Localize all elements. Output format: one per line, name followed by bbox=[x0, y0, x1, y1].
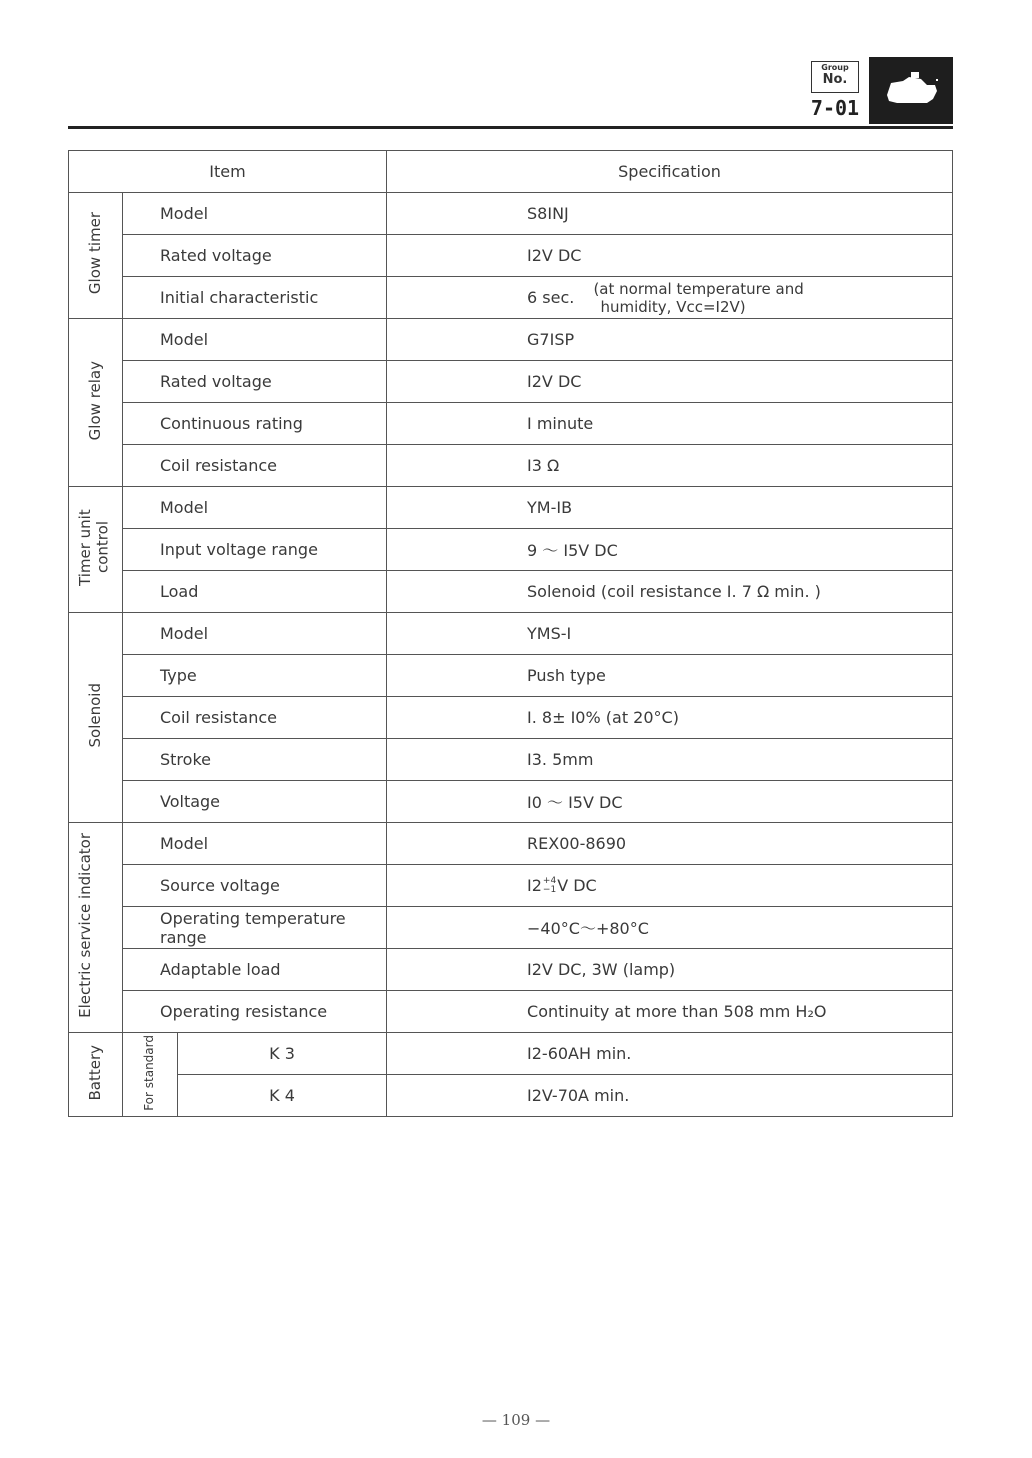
spec-cell: Push type bbox=[387, 655, 953, 697]
item-cell: Load bbox=[123, 571, 387, 613]
spec-cell: I2-60AH min. bbox=[387, 1033, 953, 1075]
group-label: Glow timer bbox=[85, 212, 104, 295]
spec-note-line2: humidity, Vcc=I2V) bbox=[600, 297, 746, 316]
item-cell: K 4 bbox=[178, 1075, 387, 1117]
spec-cell: I0 ～ I5V DC bbox=[387, 781, 953, 823]
group-glow-relay bbox=[69, 319, 123, 487]
group-code: 7-01 bbox=[810, 96, 860, 120]
table-row bbox=[69, 403, 953, 445]
spec-cell: I3 Ω bbox=[387, 445, 953, 487]
header-rule bbox=[68, 126, 953, 129]
item-cell: Voltage bbox=[123, 781, 387, 823]
spec-cell: I2V-70A min. bbox=[387, 1075, 953, 1117]
item-cell: Operating temperature range bbox=[123, 907, 387, 949]
item-cell: Rated voltage bbox=[123, 361, 387, 403]
group-timer-unit-control bbox=[69, 487, 123, 613]
spec-note bbox=[593, 280, 803, 316]
table-row bbox=[69, 949, 953, 991]
spec-cell: I3. 5mm bbox=[387, 739, 953, 781]
group-label: Group bbox=[821, 63, 849, 72]
group-battery bbox=[69, 1033, 123, 1117]
page-header bbox=[0, 0, 1032, 140]
table-row bbox=[69, 1075, 953, 1117]
spec-cell: 9 ～ I5V DC bbox=[387, 529, 953, 571]
item-cell: Type bbox=[123, 655, 387, 697]
item-cell: Operating resistance bbox=[123, 991, 387, 1033]
item-cell: Model bbox=[123, 613, 387, 655]
table-row bbox=[69, 739, 953, 781]
table-row bbox=[69, 571, 953, 613]
item-cell: Model bbox=[123, 823, 387, 865]
item-cell: Adaptable load bbox=[123, 949, 387, 991]
table-row bbox=[69, 319, 953, 361]
group-label: Solenoid bbox=[85, 683, 104, 748]
spec-cell: I2V DC bbox=[387, 361, 953, 403]
item-cell: Input voltage range bbox=[123, 529, 387, 571]
spec-cell: G7ISP bbox=[387, 319, 953, 361]
table-row bbox=[69, 907, 953, 949]
spec-cell: Solenoid (coil resistance I. 7 Ω min. ) bbox=[387, 571, 953, 613]
spec-note-line1: (at normal temperature and bbox=[593, 279, 804, 298]
group-solenoid bbox=[69, 613, 123, 823]
item-header: Item bbox=[69, 151, 387, 193]
specification-table bbox=[68, 150, 953, 1117]
table-row bbox=[69, 865, 953, 907]
item-cell: Coil resistance bbox=[123, 697, 387, 739]
group-label: Timer unit control bbox=[75, 509, 111, 586]
table-row bbox=[69, 193, 953, 235]
spec-cell: −40°C～+80°C bbox=[387, 907, 953, 949]
no-label: No. bbox=[822, 72, 848, 87]
engine-icon bbox=[869, 57, 953, 124]
item-cell: Initial characteristic bbox=[123, 277, 387, 319]
item-cell: Stroke bbox=[123, 739, 387, 781]
group-label: Electric service indicator bbox=[75, 833, 94, 1018]
item-cell: Coil resistance bbox=[123, 445, 387, 487]
specification-header: Specification bbox=[387, 151, 953, 193]
table-row bbox=[69, 361, 953, 403]
table-row bbox=[69, 697, 953, 739]
spec-cell: I minute bbox=[387, 403, 953, 445]
group-electric-service-indicator bbox=[69, 823, 123, 1033]
spec-cell: S8INJ bbox=[387, 193, 953, 235]
table-row bbox=[69, 235, 953, 277]
spec-cell: REX00-8690 bbox=[387, 823, 953, 865]
table-row bbox=[69, 781, 953, 823]
group-glow-timer bbox=[69, 193, 123, 319]
spec-cell: YMS-I bbox=[387, 613, 953, 655]
group-label: Glow relay bbox=[85, 360, 104, 441]
item-cell: K 3 bbox=[178, 1033, 387, 1075]
table-row bbox=[69, 613, 953, 655]
subgroup-for-standard bbox=[123, 1033, 178, 1117]
spec-cell: I2V DC bbox=[387, 235, 953, 277]
tolerance bbox=[543, 877, 556, 895]
table-row bbox=[69, 1033, 953, 1075]
subgroup-label: For standard bbox=[142, 1034, 157, 1111]
spec-cell bbox=[387, 277, 953, 319]
table-row bbox=[69, 487, 953, 529]
item-cell: Model bbox=[123, 319, 387, 361]
table-row bbox=[69, 445, 953, 487]
table-row bbox=[69, 991, 953, 1033]
table-row bbox=[69, 655, 953, 697]
item-cell: Model bbox=[123, 487, 387, 529]
spec-cell: I. 8± I0% (at 20°C) bbox=[387, 697, 953, 739]
spec-cell bbox=[387, 865, 953, 907]
table-row bbox=[69, 823, 953, 865]
spec-cell: Continuity at more than 508 mm H₂O bbox=[387, 991, 953, 1033]
item-cell: Rated voltage bbox=[123, 235, 387, 277]
item-cell: Model bbox=[123, 193, 387, 235]
spec-value-base: I2 bbox=[527, 875, 542, 895]
spec-value: 6 sec. bbox=[527, 288, 575, 307]
table-row bbox=[69, 529, 953, 571]
group-number-box bbox=[811, 61, 859, 93]
item-cell: Source voltage bbox=[123, 865, 387, 907]
group-label: Battery bbox=[85, 1044, 104, 1101]
header-row bbox=[69, 151, 953, 193]
tolerance-plus: +4 bbox=[542, 876, 557, 887]
spec-cell: YM-IB bbox=[387, 487, 953, 529]
tolerance-minus: −1 bbox=[542, 885, 557, 896]
item-cell: Continuous rating bbox=[123, 403, 387, 445]
spec-value-unit: V DC bbox=[557, 875, 597, 895]
spec-cell: I2V DC, 3W (lamp) bbox=[387, 949, 953, 991]
table-row bbox=[69, 277, 953, 319]
page-number: — 109 — bbox=[481, 1411, 551, 1429]
